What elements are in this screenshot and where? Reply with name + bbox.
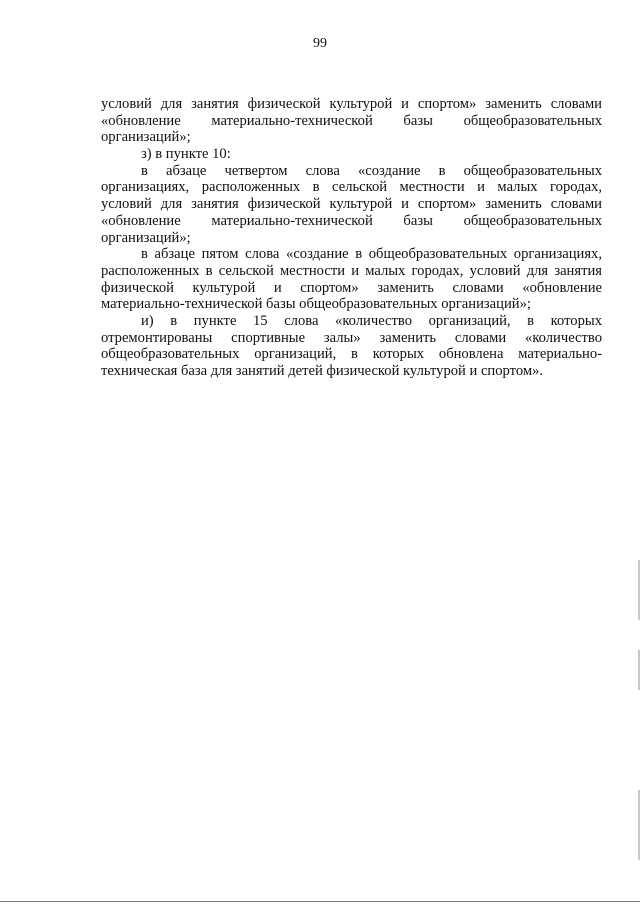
text-line: условий для занятия физической культурой и спортом» заменить словами (101, 96, 602, 112)
paragraph (101, 163, 602, 246)
text-line: условий для занятия физической культурой и спортом» заменить словами (101, 196, 602, 213)
text-line: отремонтированы спортивные залы» заменить словами «количество (101, 329, 602, 346)
page-number: 99 (313, 36, 327, 51)
paragraph (101, 313, 602, 380)
text-line: в абзаце пятом слова «создание в общеобразовательных организациях, (141, 246, 602, 263)
paragraph (101, 246, 602, 313)
text-line: физической культурой и спортом» заменить словами «обновление (101, 279, 602, 296)
text-line: организациях, расположенных в сельской местности и малых городах, (101, 179, 602, 196)
paragraph (101, 96, 602, 146)
text-line: «обновление материально-технической базы общеобразовательных (101, 212, 602, 229)
paragraph (101, 146, 602, 163)
text-line: общеобразовательных организаций, в которых обновлена материально- (101, 346, 602, 363)
text-line: з) в пункте 10: (141, 146, 231, 163)
text-line: организаций»; (101, 129, 191, 146)
page-bottom-border (0, 901, 640, 902)
text-line: организаций»; (101, 229, 191, 246)
text-line: и) в пункте 15 слова «количество организаций, в которых (141, 312, 602, 329)
text-line: расположенных в сельской местности и малых городах, условий для занятия (101, 262, 602, 279)
text-line: в абзаце четвертом слова «создание в общеобразовательных (141, 162, 602, 179)
text-line: техническая база для занятий детей физической культурой и спортом». (101, 363, 544, 379)
document-body (101, 96, 602, 380)
text-line: «обновление материально-технической базы общеобразовательных (101, 112, 602, 129)
text-line: материально-технической базы общеобразовательных организаций»; (101, 296, 531, 313)
